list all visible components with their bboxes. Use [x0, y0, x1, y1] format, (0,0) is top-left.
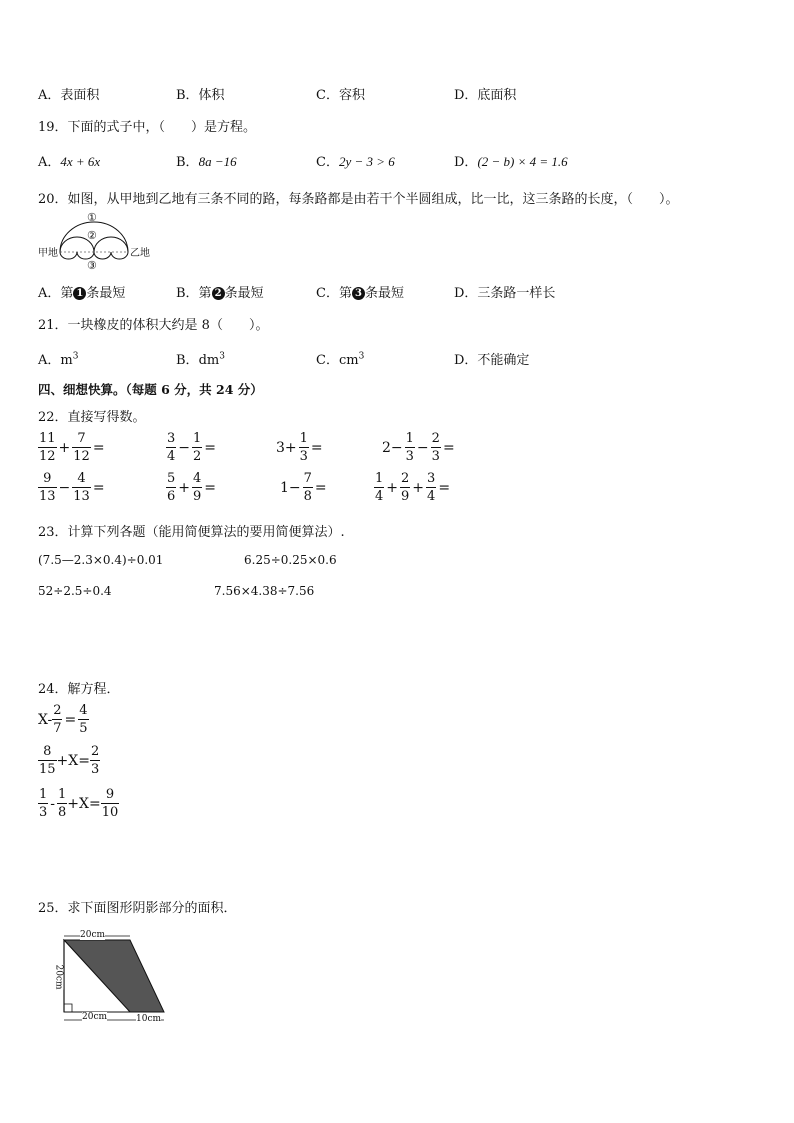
q22-expr-r1c2: $\frac{3}{4}$ − $\frac{1}{2}$ = — [167, 431, 217, 464]
q18-option-b: B．体积 — [176, 88, 225, 103]
q20-option-c: C．第 3 条最短 — [316, 286, 404, 301]
q23-item-1: (7.5—2.3×0.4)÷0.01 — [38, 553, 164, 567]
q24-stem: 24．解方程． — [38, 682, 120, 697]
q20-option-d: D．三条路一样长 — [454, 286, 556, 301]
q25-trapezoid-figure — [52, 928, 172, 1028]
q22-expr-r2c3: 1− $\frac{7}{8}$ = — [280, 471, 327, 504]
q20-stem: 20．如图，从甲地到乙地有三条不同的路，每条路都是由若干个半圆组成，比一比，这三条路的长度，（ ）。 — [38, 192, 679, 207]
q19-option-a: A．4x + 6x — [38, 154, 101, 170]
q21-option-d: D．不能确定 — [454, 353, 530, 368]
q22-stem: 22．直接写得数。 — [38, 410, 146, 425]
circled-number-icon: 1 — [73, 287, 86, 300]
q22-expr-r2c2: $\frac{5}{6}$ + $\frac{4}{9}$ = — [167, 471, 217, 504]
bottom-dimension-label: 20cm — [82, 1012, 108, 1022]
q20-semicircle-figure — [38, 210, 158, 272]
q22-expr-r1c1: $\frac{11}{12}$ + $\frac{7}{12}$ = — [39, 431, 105, 464]
q24-equation-2: $\frac{8}{15}$ +X= $\frac{2}{3}$ — [39, 744, 100, 777]
q24-equation-1: X- $\frac{2}{7}$ = $\frac{4}{5}$ — [38, 703, 88, 736]
q21-option-c: C．$cm^3$ — [316, 351, 365, 368]
figure-start-label: 甲地 — [38, 248, 58, 259]
q22-expr-r2c1: $\frac{9}{13}$ − $\frac{4}{13}$ = — [39, 471, 105, 504]
left-dimension-label: 20cm — [53, 964, 64, 990]
q19-stem: 19．下面的式子中，（ ）是方程。 — [38, 120, 257, 135]
top-dimension-label: 20cm — [80, 930, 106, 940]
circled-number-icon: 2 — [212, 287, 225, 300]
q18-option-a: A．表面积 — [38, 88, 100, 103]
q23-item-3: 52÷2.5÷0.4 — [38, 584, 112, 598]
q21-stem: 21．一块橡皮的体积大约是 8（ ）。 — [38, 318, 269, 333]
circled-number-icon: 3 — [352, 287, 365, 300]
q19-option-d: D．(2 − b) × 4 = 1.6 — [454, 154, 568, 170]
q25-stem: 25．求下面图形阴影部分的面积． — [38, 901, 237, 916]
section-heading: 四、细想快算。（每题 6 分，共 24 分） — [38, 382, 263, 397]
q23-item-2: 6.25÷0.25×0.6 — [244, 553, 337, 567]
q21-option-a: A．$m^3$ — [38, 351, 79, 368]
q21-option-b: B．$dm^3$ — [176, 351, 225, 368]
q22-expr-r1c4: 2− $\frac{1}{3}$ − $\frac{2}{3}$ = — [382, 431, 455, 464]
path-label-2: ② — [87, 229, 97, 242]
q20-option-b: B．第 2 条最短 — [176, 286, 264, 301]
q19-option-c: C．2y − 3 > 6 — [316, 154, 395, 170]
q22-expr-r1c3: 3+ $\frac{1}{3}$ = — [276, 431, 323, 464]
bottom-right-dimension-label: 10cm — [136, 1014, 162, 1024]
figure-end-label: 乙地 — [130, 248, 150, 259]
q18-option-d: D．底面积 — [454, 88, 517, 103]
path-label-1: ① — [87, 211, 97, 224]
q19-option-b: B．8a −16 — [176, 154, 237, 170]
q23-item-4: 7.56×4.38÷7.56 — [214, 584, 315, 598]
q23-stem: 23．计算下列各题（能用简便算法的要用简便算法）. — [38, 525, 345, 540]
q20-option-a: A．第 1 条最短 — [38, 286, 126, 301]
q22-expr-r2c4: $\frac{1}{4}$ + $\frac{2}{9}$ + $\frac{3}{4}$ = — [375, 471, 451, 504]
path-label-3: ③ — [87, 259, 97, 272]
q24-equation-3: $\frac{1}{3}$ - $\frac{1}{8}$ +X= $\frac{9}{10}$ — [39, 787, 119, 820]
q18-option-c: C．容积 — [316, 88, 365, 103]
